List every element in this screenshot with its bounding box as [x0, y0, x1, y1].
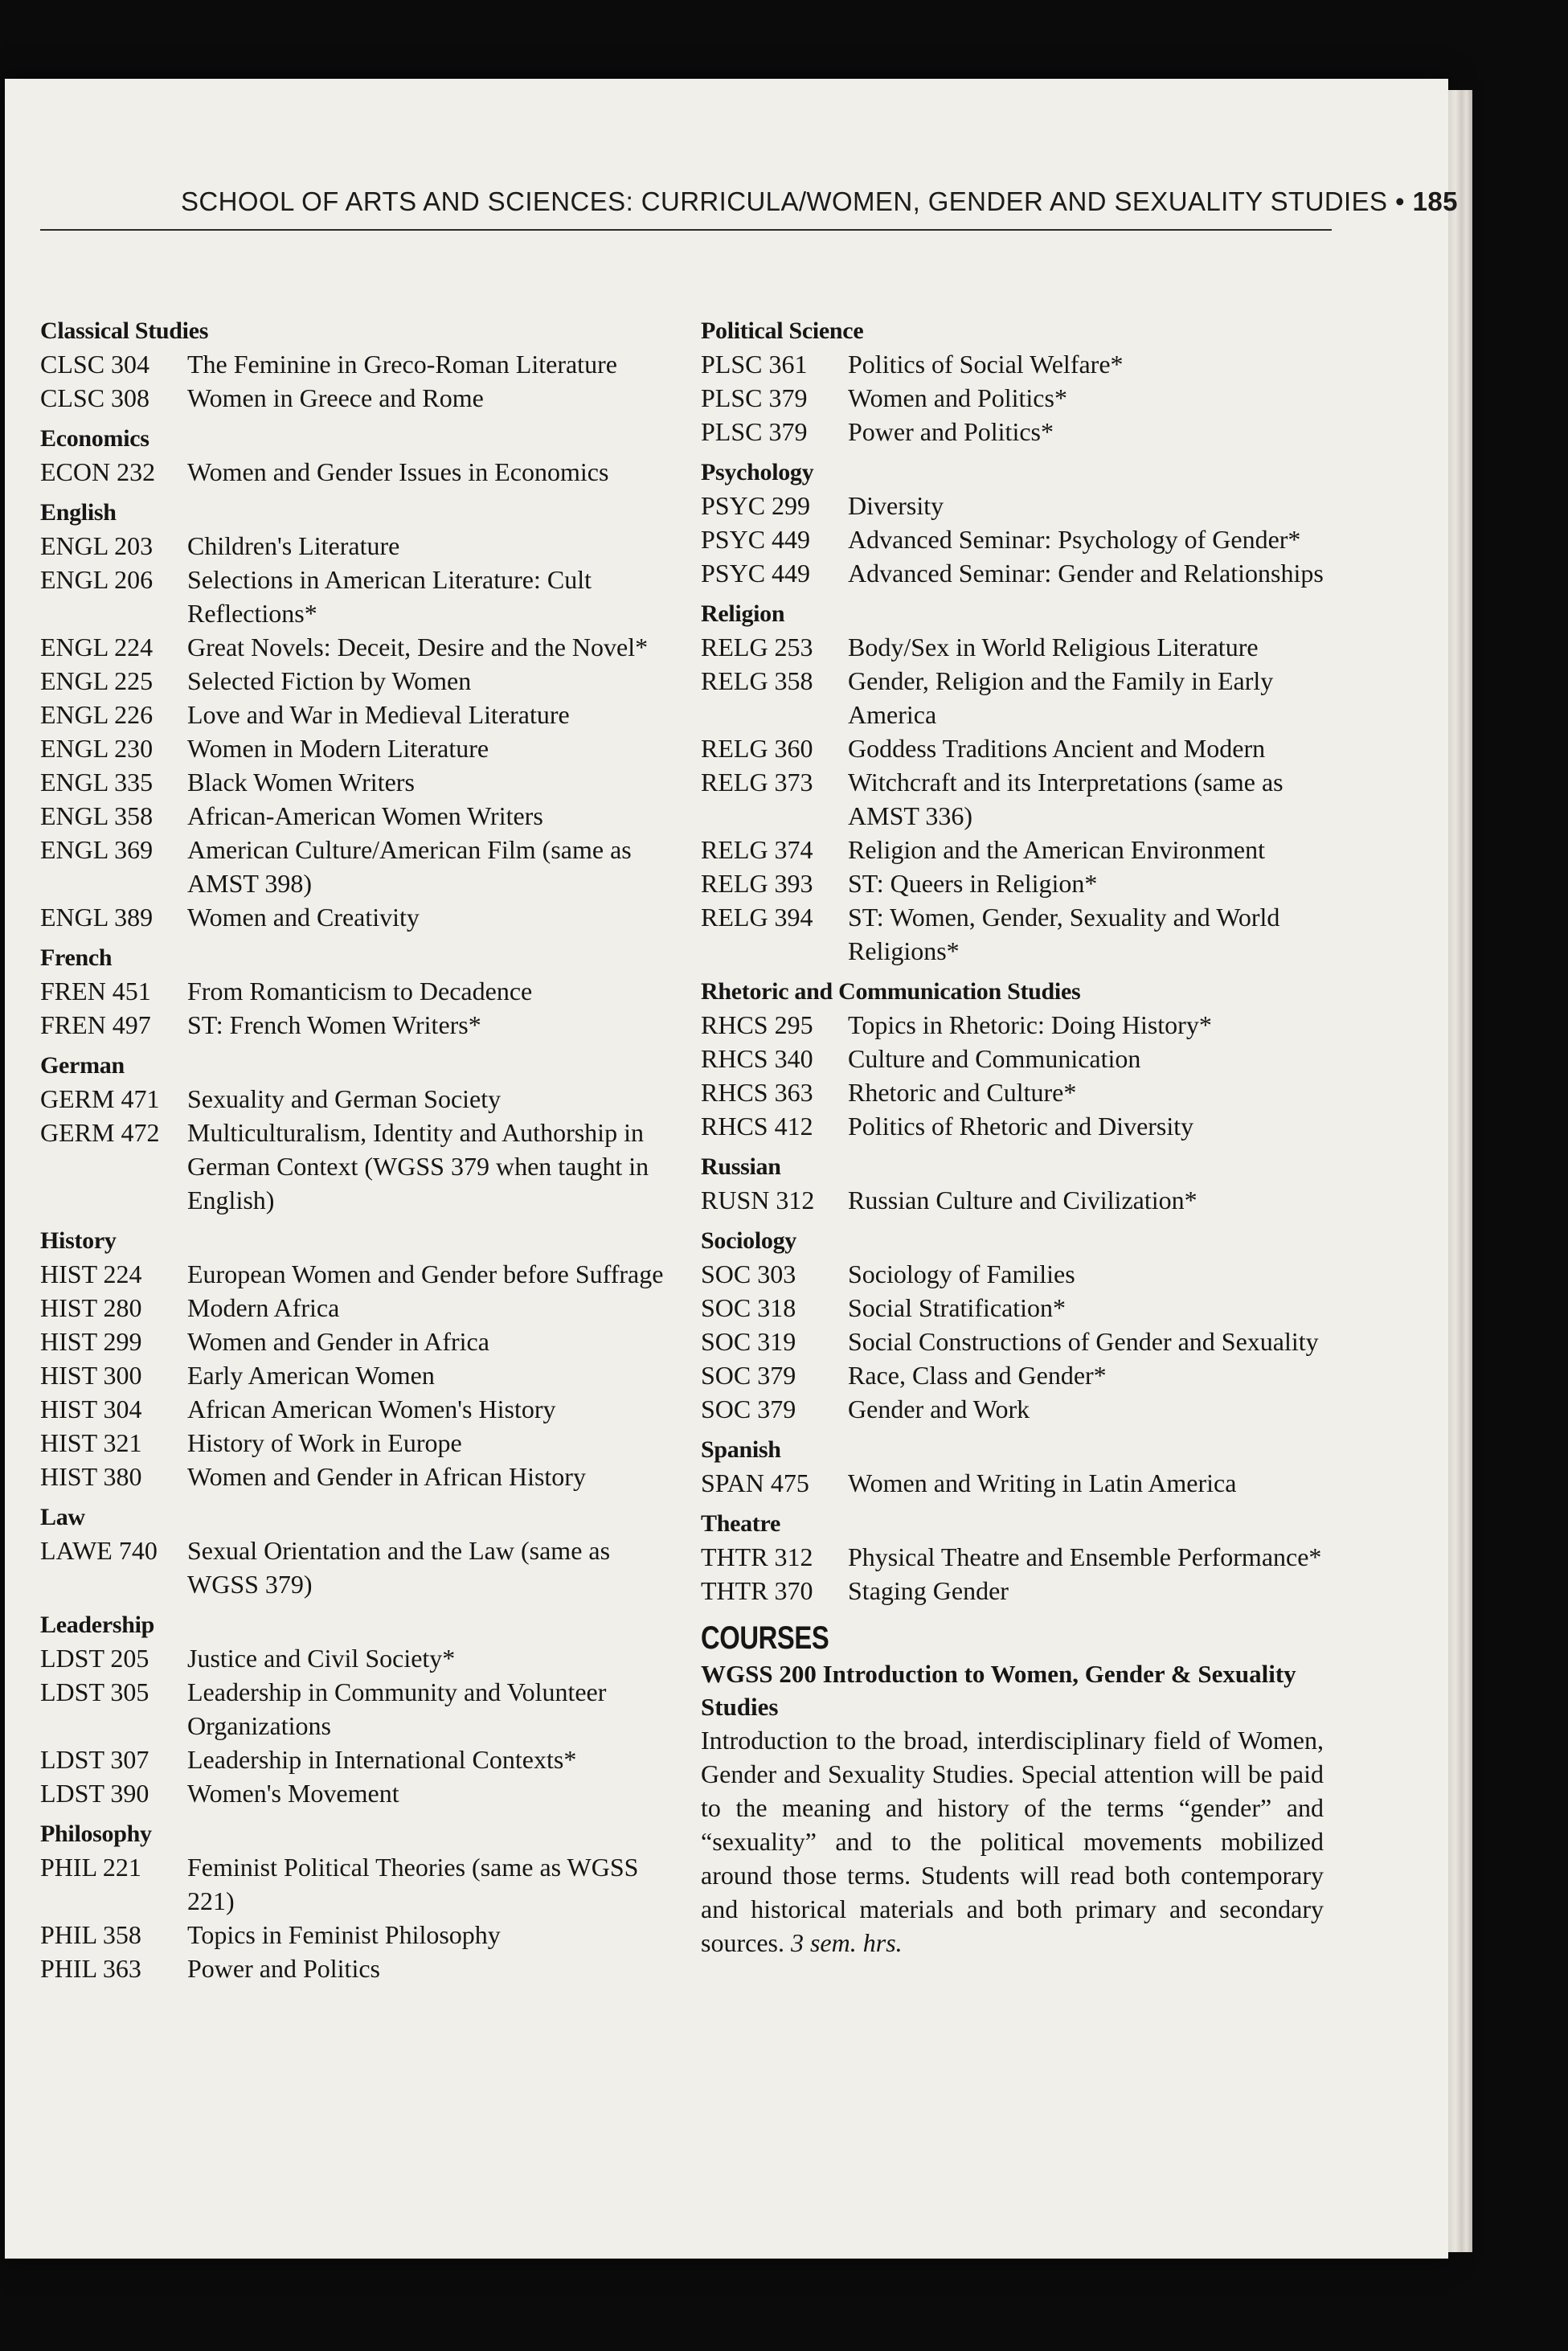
- course-title: Social Stratification*: [848, 1293, 1066, 1322]
- course-title: African-American Women Writers: [187, 801, 543, 830]
- course-row: [40, 1918, 683, 1952]
- course-title: Women and Politics*: [848, 383, 1067, 412]
- course-hours: 3 sem. hrs.: [790, 1928, 903, 1957]
- course-row: [701, 1358, 1324, 1392]
- course-code: ENGL 358: [40, 801, 154, 830]
- course-title: ST: Queers in Religion*: [848, 869, 1098, 898]
- course-title: Leadership in International Contexts*: [187, 1745, 577, 1774]
- course-title: Feminist Political Theories (same as WGSS 221): [187, 1853, 639, 1915]
- department-heading: Religion: [701, 600, 785, 627]
- course-row: [701, 1466, 1324, 1500]
- course-row: [40, 1116, 683, 1217]
- course-row: [40, 1358, 683, 1392]
- course-row: [40, 1008, 683, 1042]
- course-row: [701, 630, 1324, 664]
- course-row: [701, 1325, 1324, 1358]
- course-code: HIST 304: [40, 1395, 142, 1423]
- department-heading: Philosophy: [40, 1821, 152, 1847]
- course-row: [40, 974, 683, 1008]
- course-row: [701, 1109, 1324, 1143]
- courses-heading: COURSES: [701, 1620, 829, 1656]
- right-column: [701, 315, 1324, 1960]
- course-code: FREN 451: [40, 977, 151, 1006]
- department-heading: Economics: [40, 425, 149, 452]
- course-row: [701, 1042, 1324, 1075]
- course-title: From Romanticism to Decadence: [187, 977, 533, 1006]
- course-row: [40, 1534, 683, 1601]
- course-title: Topics in Rhetoric: Doing History*: [848, 1010, 1212, 1039]
- course-code: ENGL 224: [40, 633, 154, 661]
- course-description: [701, 1723, 1324, 1960]
- course-row: [40, 1082, 683, 1116]
- course-code: PSYC 449: [701, 525, 811, 554]
- course-code: ENGL 226: [40, 700, 154, 729]
- course-code: ENGL 225: [40, 666, 154, 695]
- course-row: [701, 347, 1324, 381]
- course-title: Russian Culture and Civilization*: [848, 1186, 1197, 1214]
- course-title: Witchcraft and its Interpretations (same as AMST 336): [848, 768, 1283, 830]
- course-row: [701, 556, 1324, 590]
- course-code: GERM 471: [40, 1084, 160, 1113]
- course-row: [40, 347, 683, 381]
- course-code: LDST 205: [40, 1644, 149, 1673]
- department-heading: Leadership: [40, 1612, 155, 1638]
- course-row: [40, 455, 683, 489]
- course-row: [40, 1392, 683, 1426]
- course-row: [701, 415, 1324, 448]
- course-code: LAWE 740: [40, 1536, 158, 1565]
- course-code: RHCS 340: [701, 1044, 813, 1073]
- course-code: HIST 299: [40, 1327, 142, 1356]
- course-title: Sexuality and German Society: [187, 1084, 502, 1113]
- course-title: Love and War in Medieval Literature: [187, 700, 570, 729]
- course-row: [701, 489, 1324, 522]
- department-heading: Psychology: [701, 459, 814, 485]
- course-title: Gender and Work: [848, 1395, 1030, 1423]
- department-heading: Rhetoric and Communication Studies: [701, 978, 1081, 1005]
- course-title: Power and Politics: [187, 1954, 380, 1983]
- course-row: [701, 1392, 1324, 1426]
- course-title: Multiculturalism, Identity and Authorship in German Context (WGSS 379 when taught in English): [187, 1118, 649, 1214]
- course-code: HIST 224: [40, 1259, 142, 1288]
- page-edge: [1448, 90, 1472, 2252]
- course-row: [40, 563, 683, 630]
- course-code: ENGL 369: [40, 835, 154, 864]
- course-row: [701, 381, 1324, 415]
- course-code: RELG 374: [701, 835, 813, 864]
- course-title: ST: French Women Writers*: [187, 1010, 481, 1039]
- course-row: [40, 1426, 683, 1460]
- course-code: THTR 370: [701, 1576, 813, 1605]
- course-description-text: Introduction to the broad, interdisciplinary field of Women, Gender and Sexuality Studies. Special attention will be paid to the meaning and history of the terms “gender” and “sexuality” and to the political movements mobilized around those terms. Students will read both contemporary and historical materials and both primary and secondary sources.: [701, 1726, 1324, 1957]
- course-code: PHIL 358: [40, 1920, 141, 1949]
- course-title: Women and Gender Issues in Economics: [187, 457, 609, 486]
- course-row: [701, 1540, 1324, 1574]
- department-heading: Classical Studies: [40, 317, 209, 344]
- course-title: Women in Greece and Rome: [187, 383, 484, 412]
- course-code: RELG 360: [701, 734, 813, 763]
- course-title: Politics of Rhetoric and Diversity: [848, 1112, 1194, 1141]
- department-heading: Theatre: [701, 1510, 780, 1537]
- course-code: RHCS 295: [701, 1010, 813, 1039]
- course-code: RHCS 363: [701, 1078, 813, 1107]
- department-heading: German: [40, 1052, 125, 1079]
- course-code: RELG 394: [701, 903, 813, 932]
- department-heading: Russian: [701, 1153, 781, 1180]
- course-row: [40, 1675, 683, 1743]
- course-title: American Culture/American Film (same as AMST 398): [187, 835, 632, 898]
- course-row: [40, 1641, 683, 1675]
- course-code: PSYC 449: [701, 559, 811, 588]
- course-code: ENGL 206: [40, 565, 154, 594]
- course-code: PLSC 361: [701, 350, 808, 379]
- course-title: Women and Gender in African History: [187, 1462, 586, 1491]
- course-row: [40, 1952, 683, 1985]
- course-code: SOC 318: [701, 1293, 796, 1322]
- course-title: Justice and Civil Society*: [187, 1644, 456, 1673]
- course-title: Sociology of Families: [848, 1259, 1075, 1288]
- course-title: Goddess Traditions Ancient and Modern: [848, 734, 1266, 763]
- course-row: [701, 522, 1324, 556]
- course-title: Diversity: [848, 491, 944, 520]
- course-title: Advanced Seminar: Gender and Relationships: [848, 559, 1324, 588]
- course-code: RELG 253: [701, 633, 813, 661]
- course-row: [40, 1257, 683, 1291]
- course-code: ENGL 230: [40, 734, 154, 763]
- course-code: ENGL 203: [40, 531, 154, 560]
- course-title: Physical Theatre and Ensemble Performance*: [848, 1542, 1322, 1571]
- left-column: [40, 315, 683, 1985]
- course-title: Social Constructions of Gender and Sexuality: [848, 1327, 1319, 1356]
- course-code: HIST 280: [40, 1293, 142, 1322]
- department-heading: Sociology: [701, 1227, 796, 1254]
- course-title: Selected Fiction by Women: [187, 666, 472, 695]
- course-row: [701, 900, 1324, 968]
- course-code: CLSC 308: [40, 383, 150, 412]
- course-code: HIST 380: [40, 1462, 142, 1491]
- running-header: [181, 186, 1458, 217]
- course-title: Advanced Seminar: Psychology of Gender*: [848, 525, 1301, 554]
- course-title: Women and Writing in Latin America: [848, 1468, 1237, 1497]
- course-code: SOC 303: [701, 1259, 796, 1288]
- course-row: [701, 1008, 1324, 1042]
- course-title: Power and Politics*: [848, 417, 1054, 446]
- course-title: Topics in Feminist Philosophy: [187, 1920, 501, 1949]
- course-row: [40, 1776, 683, 1810]
- course-title: Staging Gender: [848, 1576, 1009, 1605]
- course-row: [40, 799, 683, 833]
- course-code: SOC 379: [701, 1395, 796, 1423]
- course-title: Rhetoric and Culture*: [848, 1078, 1077, 1107]
- course-title: Culture and Communication: [848, 1044, 1141, 1073]
- course-code: PHIL 221: [40, 1853, 141, 1882]
- header-bullet: •: [1395, 186, 1405, 216]
- course-row: [40, 1743, 683, 1776]
- department-heading: Spanish: [701, 1436, 781, 1463]
- course-code: SOC 379: [701, 1361, 796, 1390]
- course-code: RHCS 412: [701, 1112, 813, 1141]
- course-row: [40, 630, 683, 664]
- course-title: Body/Sex in World Religious Literature: [848, 633, 1259, 661]
- course-code: LDST 390: [40, 1779, 149, 1808]
- course-title: Great Novels: Deceit, Desire and the Novel*: [187, 633, 649, 661]
- course-code: PHIL 363: [40, 1954, 141, 1983]
- course-row: [701, 833, 1324, 866]
- course-title: Gender, Religion and the Family in Early America: [848, 666, 1274, 729]
- department-heading: French: [40, 944, 113, 971]
- course-title: Politics of Social Welfare*: [848, 350, 1124, 379]
- department-heading: History: [40, 1227, 117, 1254]
- course-title: Sexual Orientation and the Law (same as WGSS 379): [187, 1536, 611, 1599]
- course-code: SOC 319: [701, 1327, 796, 1356]
- course-code: PLSC 379: [701, 417, 808, 446]
- course-row: [40, 731, 683, 765]
- course-title: Religion and the American Environment: [848, 835, 1265, 864]
- course-title: African American Women's History: [187, 1395, 556, 1423]
- course-row: [40, 1325, 683, 1358]
- course-row: [701, 1075, 1324, 1109]
- course-row: [40, 833, 683, 900]
- course-code: ENGL 389: [40, 903, 154, 932]
- course-title: Race, Class and Gender*: [848, 1361, 1107, 1390]
- course-title: Early American Women: [187, 1361, 435, 1390]
- course-description-title: WGSS 200 Introduction to Women, Gender & Sexuality Studies: [701, 1660, 1296, 1721]
- course-row: [701, 765, 1324, 833]
- course-title: Modern Africa: [187, 1293, 340, 1322]
- course-code: SPAN 475: [701, 1468, 809, 1497]
- course-title: Women and Gender in Africa: [187, 1327, 489, 1356]
- course-title: ST: Women, Gender, Sexuality and World Religions*: [848, 903, 1280, 965]
- header-title: SCHOOL OF ARTS AND SCIENCES: CURRICULA/WOMEN, GENDER AND SEXUALITY STUDIES: [181, 186, 1388, 216]
- course-title: Leadership in Community and Volunteer Organizations: [187, 1677, 607, 1740]
- course-row: [40, 1850, 683, 1918]
- course-row: [40, 1460, 683, 1493]
- course-row: [40, 900, 683, 934]
- course-title: Women's Movement: [187, 1779, 399, 1808]
- course-row: [40, 765, 683, 799]
- course-code: THTR 312: [701, 1542, 813, 1571]
- course-row: [40, 529, 683, 563]
- course-code: LDST 307: [40, 1745, 149, 1774]
- course-row: [40, 698, 683, 731]
- course-row: [701, 1183, 1324, 1217]
- course-code: PSYC 299: [701, 491, 811, 520]
- course-row: [701, 664, 1324, 731]
- course-row: [701, 731, 1324, 765]
- course-row: [701, 1257, 1324, 1291]
- course-code: RELG 358: [701, 666, 813, 695]
- department-heading: Political Science: [701, 317, 864, 344]
- course-code: FREN 497: [40, 1010, 151, 1039]
- course-code: HIST 321: [40, 1428, 142, 1457]
- course-title: Selections in American Literature: Cult Reflections*: [187, 565, 592, 628]
- course-row: [701, 866, 1324, 900]
- course-code: HIST 300: [40, 1361, 142, 1390]
- right-course-list: [701, 315, 1324, 1608]
- course-code: ENGL 335: [40, 768, 154, 797]
- course-row: [40, 664, 683, 698]
- course-code: LDST 305: [40, 1677, 149, 1706]
- course-title: History of Work in Europe: [187, 1428, 462, 1457]
- course-code: ECON 232: [40, 457, 156, 486]
- department-heading: English: [40, 499, 117, 526]
- course-title: Children's Literature: [187, 531, 400, 560]
- course-code: RELG 393: [701, 869, 813, 898]
- course-title: The Feminine in Greco-Roman Literature: [187, 350, 617, 379]
- course-code: RUSN 312: [701, 1186, 815, 1214]
- course-title: European Women and Gender before Suffrage: [187, 1259, 664, 1288]
- course-title: Black Women Writers: [187, 768, 415, 797]
- course-code: CLSC 304: [40, 350, 150, 379]
- course-row: [701, 1574, 1324, 1608]
- course-row: [40, 1291, 683, 1325]
- department-heading: Law: [40, 1504, 85, 1530]
- page-number: 185: [1412, 186, 1458, 216]
- course-title: Women in Modern Literature: [187, 734, 489, 763]
- course-code: RELG 373: [701, 768, 813, 797]
- header-rule: [40, 229, 1332, 231]
- course-code: GERM 472: [40, 1118, 160, 1147]
- course-row: [40, 381, 683, 415]
- course-code: PLSC 379: [701, 383, 808, 412]
- course-title: Women and Creativity: [187, 903, 420, 932]
- course-row: [701, 1291, 1324, 1325]
